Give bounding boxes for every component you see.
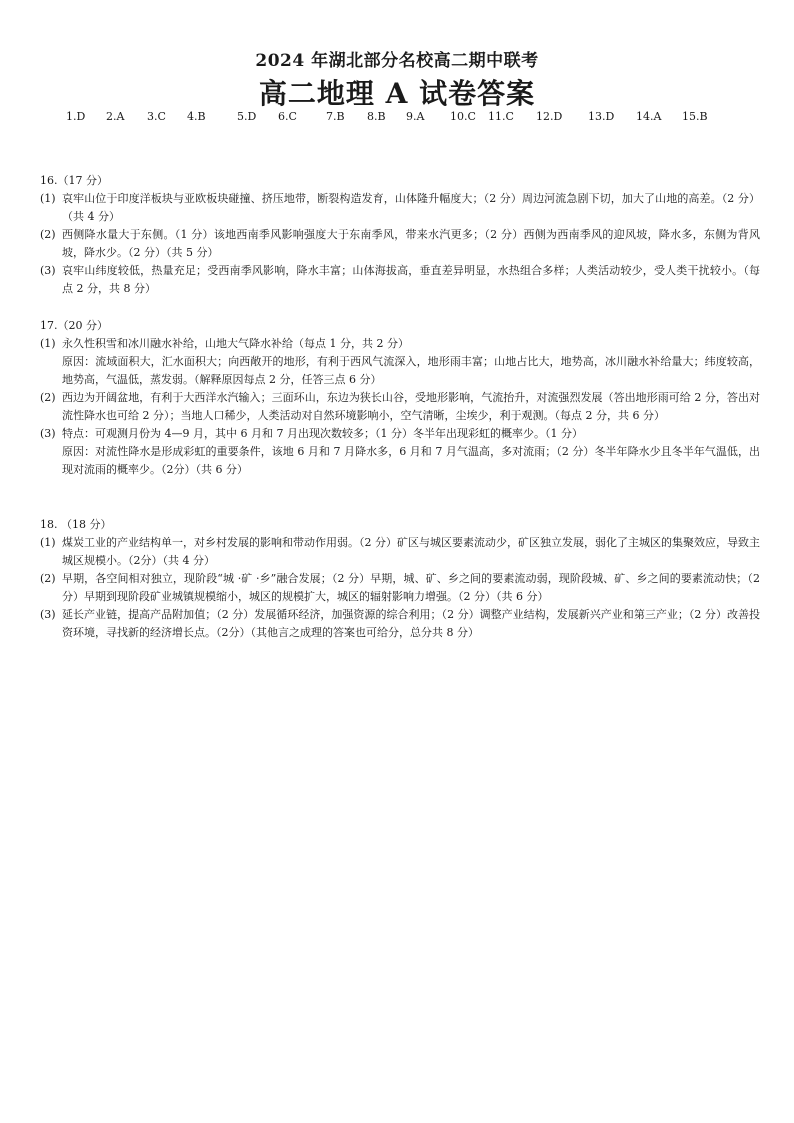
question-heading: 17.（20 分） (40, 319, 108, 332)
choice-answer: 10.C (450, 110, 476, 123)
choice-answer: 4.B (187, 110, 206, 123)
item-text: 永久性积雪和冰川融水补给，山地大气降水补给（每点 1 分，共 2 分） (62, 337, 409, 350)
answer-item (40, 226, 760, 262)
choice-answer: 14.A (636, 110, 662, 123)
answer-item (40, 262, 760, 298)
question-16 (40, 172, 760, 298)
choice-answer: 1.D (66, 110, 86, 123)
item-text: 早期，各空间相对独立，现阶段“城 ·矿 ·乡”融合发展；（2 分）早期，城、矿、乡之间的要素流动弱，现阶段城、矿、乡之间的要素流动快；（2分）早期到现阶段矿业城镇规模缩小，城区的规模扩大，城区的辐射影响力增强。（2 分）（共 6 分） (62, 572, 760, 603)
item-number: (2) (40, 572, 56, 585)
choice-answer: 5.D (237, 110, 257, 123)
item-number: (1) (40, 192, 56, 205)
exam-title: 2024 年湖北部分名校高二期中联考 (255, 51, 539, 71)
item-number: (1) (40, 536, 56, 549)
choice-answer: 12.D (536, 110, 563, 123)
paper-title: 高二地理 A 试卷答案 (258, 77, 536, 110)
choice-answer: 9.A (406, 110, 425, 123)
choice-answer: 13.D (588, 110, 615, 123)
answer-item (40, 389, 760, 425)
item-number: (2) (40, 391, 56, 404)
answer-item (40, 335, 760, 389)
answer-item (40, 534, 760, 570)
question-18 (40, 516, 760, 642)
answer-item (40, 190, 760, 226)
item-reason: 原因：对流性降水是形成彩虹的重要条件，该地 6 月和 7 月降水多，6 月和 7 月气温高，多对流雨；（2 分）冬半年降水少且冬半年气温低，出现对流雨的概率少。（2分）（共 6 分） (62, 445, 760, 476)
item-text: 西侧降水量大于东侧。（1 分）该地西南季风影响强度大于东南季风，带来水汽更多；（2 分）西侧为西南季风的迎风坡，降水多，东侧为背风坡，降水少。（2 分）（共 5 分） (62, 228, 760, 259)
item-number: (3) (40, 427, 56, 440)
item-text: 哀牢山位于印度洋板块与亚欧板块碰撞、挤压地带，断裂构造发育，山体隆升幅度大；（2 分）周边河流急剧下切，加大了山地的高差。（2 分）（共 4 分） (62, 192, 760, 223)
choice-answer: 15.B (682, 110, 708, 123)
item-text: 延长产业链，提高产品附加值；（2 分）发展循环经济，加强资源的综合利用；（2 分）调整产业结构，发展新兴产业和第三产业；（2 分）改善投资环境，寻找新的经济增长点。（2分）（其他言之成理的答案也可给分，总分共 8 分） (62, 608, 760, 639)
question-heading: 18. （18 分） (40, 518, 112, 531)
item-text: 煤炭工业的产业结构单一，对乡村发展的影响和带动作用弱。（2 分）矿区与城区要素流动少，矿区独立发展，弱化了主城区的集聚效应，导致主城区规模小。（2分）（共 4 分） (62, 536, 760, 567)
answer-item (40, 425, 760, 479)
item-number: (3) (40, 608, 56, 621)
question-17 (40, 317, 760, 479)
item-number: (2) (40, 228, 56, 241)
choice-answer: 6.C (278, 110, 297, 123)
answer-item (40, 606, 760, 642)
item-reason: 原因：流域面积大，汇水面积大；向西敞开的地形，有利于西风气流深入，地形雨丰富；山地占比大，地势高，冰川融水补给量大；纬度较高，地势高，气温低，蒸发弱。（解释原因每点 2 分，任答三点 6 分） (62, 355, 760, 386)
question-heading: 16.（17 分） (40, 174, 108, 187)
choice-answer: 3.C (147, 110, 166, 123)
item-text: 哀牢山纬度较低，热量充足；受西南季风影响，降水丰富；山体海拔高，垂直差异明显，水热组合多样；人类活动较少，受人类干扰较小。（每点 2 分，共 8 分） (62, 264, 760, 295)
choice-answer-row (66, 110, 746, 126)
choice-answer: 11.C (488, 110, 514, 123)
item-number: (3) (40, 264, 56, 277)
item-text: 特点：可观测月份为 4—9 月，其中 6 月和 7 月出现次数较多；（1 分）冬半年出现彩虹的概率少。（1 分） (62, 427, 583, 440)
answer-item (40, 570, 760, 606)
choice-answer: 8.B (367, 110, 386, 123)
item-number: (1) (40, 337, 56, 350)
item-text: 西边为开阔盆地，有利于大西洋水汽输入；三面环山，东边为狭长山谷，受地形影响，气流抬升，对流强烈发展（答出地形雨可给 2 分，答出对流性降水也可给 2 分）；当地人口稀少，人类活动对自然环境影响小，空气清晰，尘埃少，利于观测。（每点 2 分，共 6 分） (62, 391, 760, 422)
choice-answer: 2.A (106, 110, 125, 123)
choice-answer: 7.B (326, 110, 345, 123)
